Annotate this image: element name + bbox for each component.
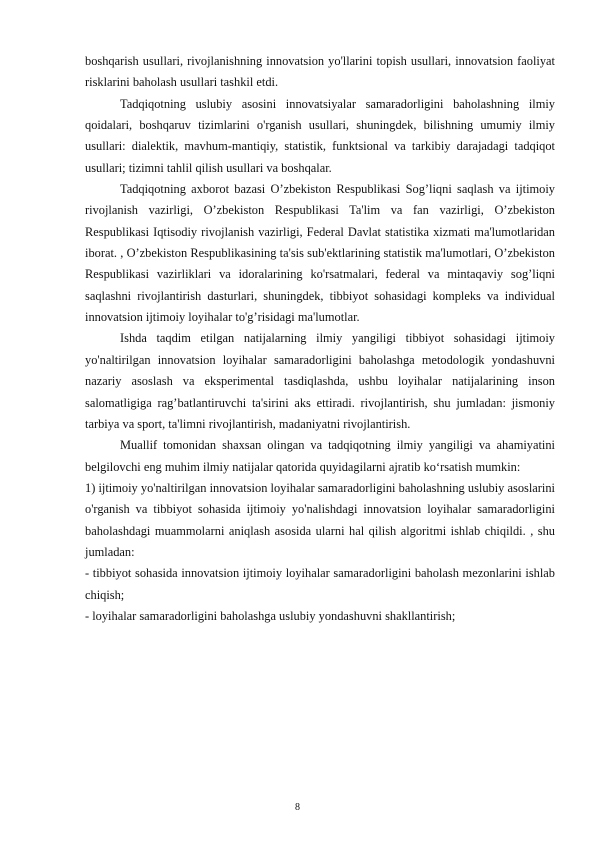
list-item-1: 1) ijtimoiy yo'naltirilgan innovatsion loyihalar samaradorligini baholashning uslubiy asoslarini o'rganish va tibbiyot sohasida ijtimoiy yo'nalishdagi innovatsion loyihalar samaradorligini baholashdagi muammolarni aniqlash asosida ularni hal qilish algoritmi ishlab chiqildi. , shu jumladan: (85, 480, 555, 559)
list-item-2: - tibbiyot sohasida innovatsion ijtimoiy loyihalar samaradorligini baholash mezonlarini ishlab chiqish; (85, 566, 555, 602)
paragraph-5: Muallif tomonidan shaxsan olingan va tadqiqotning ilmiy yangiligi va ahamiyatini belgilovchi eng muhim ilmiy natijalar qatorida quyidagilarni ajratib ko‘rsatish mumkin: (85, 438, 555, 474)
paragraph-3: Tadqiqotning axborot bazasi O’zbekiston Respublikasi Sog’liqni saqlash va ijtimoiy rivojlanish vazirligi, O’zbekiston Respublikasi Ta'lim va fan vazirligi, O’zbekiston Respublikasi Iqtisodiy rivojlanish vazirligi, Federal Davlat statistika xizmati ma'lumotlaridan iborat. , O’zbekiston Respublikasining ta'sis sub'ektlarining statistik ma'lumotlari, O’zbekiston Respublikasi vazirliklari va idoralarining ko'rsatmalari, federal va mintaqaviy sog’liqni saqlashni rivojlantirish dasturlari, shuningdek, tibbiyot sohasidagi kompleks va individual innovatsion ijtimoiy loyihalar to'g’risidagi ma'lumotlar. (85, 182, 555, 325)
paragraph-1: boshqarish usullari, rivojlanishning innovatsion yo'llarini topish usullari, innovatsion faoliyat risklarini baholash usullari tashkil etdi. (85, 54, 555, 90)
document-body (85, 51, 555, 627)
paragraph-4: Ishda taqdim etilgan natijalarning ilmiy yangiligi tibbiyot sohasidagi ijtimoiy yo'naltirilgan innovatsion loyihalar samaradorligini baholashga metodologik yondashuvni nazariy asoslash va eksperimental tasdiqlashda, ushbu loyihalar natijalarining inson salomatligiga rag’batlantiruvchi ta'sirini aks ettiradi. rivojlantirish, shu jumladan: jismoniy tarbiya va sport, ta'limni rivojlantirish, madaniyatni rivojlantirish. (85, 331, 555, 431)
list-item-3: - loyihalar samaradorligini baholashga uslubiy yondashuvni shakllantirish; (85, 608, 456, 623)
paragraph-2: Tadqiqotning uslubiy asosini innovatsiyalar samaradorligini baholashning ilmiy qoidalari, boshqaruv tizimlarini o'rganish usullari, shuningdek, bilishning umumiy ilmiy usullari: dialektik, mavhum-mantiqiy, statistik, funktsional va tarkibiy darajadagi tadqiqot usullari; tizimni tahlil qilish usullari va boshqalar. (85, 96, 555, 175)
page-number: 8 (295, 802, 300, 813)
